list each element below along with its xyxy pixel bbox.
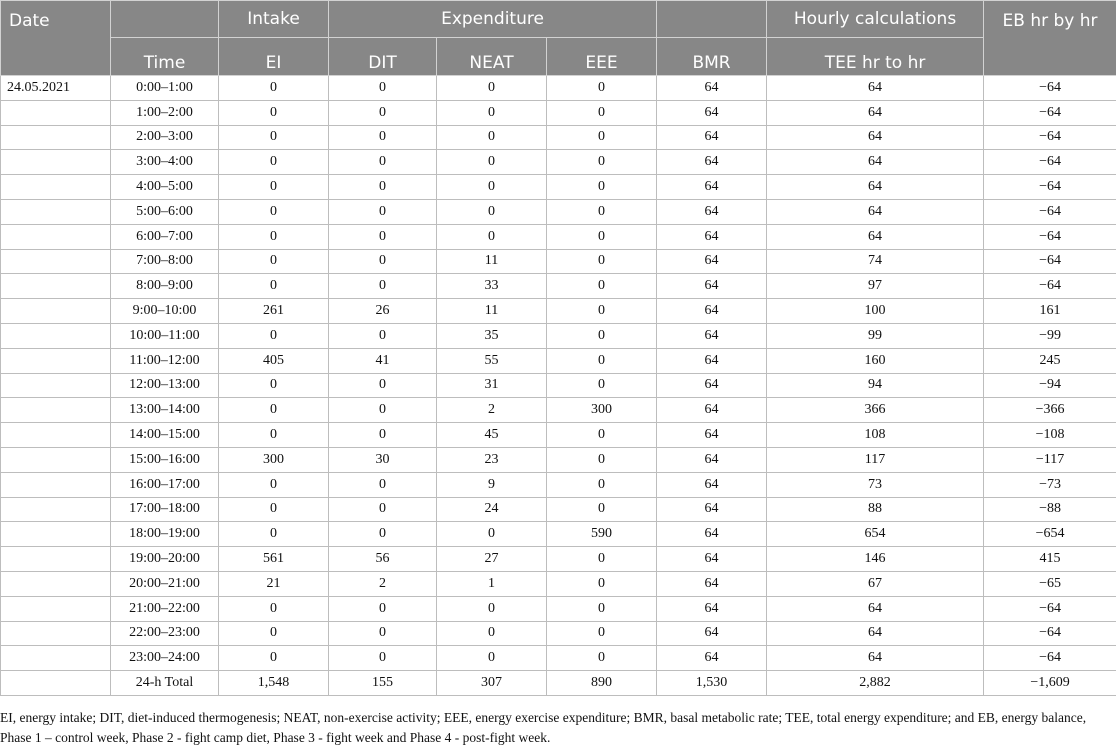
cell-dit: 2 — [329, 571, 437, 596]
cell-neat: 0 — [437, 522, 547, 547]
cell-tee: 73 — [767, 472, 984, 497]
cell-time: 13:00–14:00 — [111, 398, 219, 423]
table-row — [1, 175, 1116, 200]
cell-bmr: 64 — [657, 373, 767, 398]
cell-eb: −117 — [984, 447, 1116, 472]
cell-date: 24.05.2021 — [1, 76, 111, 101]
cell-neat: 0 — [437, 646, 547, 671]
cell-tee: 117 — [767, 447, 984, 472]
cell-eee: 0 — [547, 175, 657, 200]
cell-ei: 0 — [219, 398, 329, 423]
cell-tee: 74 — [767, 249, 984, 274]
cell-ei: 0 — [219, 224, 329, 249]
cell-time: 18:00–19:00 — [111, 522, 219, 547]
cell-bmr: 64 — [657, 472, 767, 497]
cell-neat: 0 — [437, 596, 547, 621]
cell-date — [1, 423, 111, 448]
header-eee: EEE — [547, 38, 657, 76]
cell-tee: 64 — [767, 646, 984, 671]
cell-dit: 0 — [329, 199, 437, 224]
cell-ei: 0 — [219, 423, 329, 448]
cell-dit: 30 — [329, 447, 437, 472]
cell-eb: −1,609 — [984, 671, 1116, 696]
cell-dit: 0 — [329, 100, 437, 125]
cell-eee: 0 — [547, 150, 657, 175]
table-body — [1, 76, 1116, 696]
table-row — [1, 596, 1116, 621]
cell-eb: 245 — [984, 348, 1116, 373]
table-row — [1, 249, 1116, 274]
cell-tee: 100 — [767, 299, 984, 324]
cell-ei: 0 — [219, 522, 329, 547]
cell-tee: 108 — [767, 423, 984, 448]
cell-date — [1, 621, 111, 646]
cell-neat: 0 — [437, 199, 547, 224]
cell-ei: 0 — [219, 497, 329, 522]
cell-eb: −64 — [984, 274, 1116, 299]
cell-eee: 0 — [547, 571, 657, 596]
cell-dit: 0 — [329, 373, 437, 398]
cell-tee: 64 — [767, 100, 984, 125]
cell-eee: 0 — [547, 646, 657, 671]
cell-eee: 0 — [547, 299, 657, 324]
header-hourly-calculations: Hourly calculations — [767, 1, 984, 38]
cell-neat: 27 — [437, 547, 547, 572]
cell-eb: −64 — [984, 646, 1116, 671]
cell-dit: 41 — [329, 348, 437, 373]
header-blank — [657, 1, 767, 38]
cell-time: 20:00–21:00 — [111, 571, 219, 596]
cell-ei: 261 — [219, 299, 329, 324]
cell-dit: 0 — [329, 150, 437, 175]
cell-date — [1, 224, 111, 249]
cell-time: 21:00–22:00 — [111, 596, 219, 621]
cell-time: 23:00–24:00 — [111, 646, 219, 671]
cell-eb: −654 — [984, 522, 1116, 547]
cell-date — [1, 323, 111, 348]
cell-date — [1, 249, 111, 274]
cell-neat: 0 — [437, 76, 547, 101]
cell-bmr: 64 — [657, 299, 767, 324]
cell-time: 17:00–18:00 — [111, 497, 219, 522]
cell-neat: 35 — [437, 323, 547, 348]
cell-tee: 97 — [767, 274, 984, 299]
table-header — [1, 1, 1116, 76]
cell-eb: 161 — [984, 299, 1116, 324]
header-bmr: BMR — [657, 38, 767, 76]
cell-tee: 64 — [767, 125, 984, 150]
cell-ei: 405 — [219, 348, 329, 373]
cell-neat: 55 — [437, 348, 547, 373]
table-row — [1, 323, 1116, 348]
cell-dit: 0 — [329, 646, 437, 671]
cell-ei: 0 — [219, 472, 329, 497]
cell-date — [1, 373, 111, 398]
cell-neat: 0 — [437, 621, 547, 646]
table-row — [1, 571, 1116, 596]
cell-date — [1, 497, 111, 522]
cell-tee: 64 — [767, 175, 984, 200]
cell-ei: 21 — [219, 571, 329, 596]
cell-time: 19:00–20:00 — [111, 547, 219, 572]
cell-time: 12:00–13:00 — [111, 373, 219, 398]
cell-time: 0:00–1:00 — [111, 76, 219, 101]
cell-eb: −94 — [984, 373, 1116, 398]
cell-eb: −108 — [984, 423, 1116, 448]
cell-bmr: 64 — [657, 497, 767, 522]
cell-dit: 0 — [329, 621, 437, 646]
cell-bmr: 64 — [657, 323, 767, 348]
cell-date — [1, 125, 111, 150]
table-row — [1, 447, 1116, 472]
cell-time: 2:00–3:00 — [111, 125, 219, 150]
cell-ei: 0 — [219, 646, 329, 671]
cell-date — [1, 100, 111, 125]
cell-neat: 31 — [437, 373, 547, 398]
cell-ei: 0 — [219, 76, 329, 101]
cell-tee: 64 — [767, 621, 984, 646]
cell-eee: 0 — [547, 249, 657, 274]
cell-time: 9:00–10:00 — [111, 299, 219, 324]
table-row — [1, 76, 1116, 101]
cell-ei: 0 — [219, 323, 329, 348]
cell-eb: −366 — [984, 398, 1116, 423]
cell-neat: 45 — [437, 423, 547, 448]
cell-ei: 300 — [219, 447, 329, 472]
cell-date — [1, 522, 111, 547]
table-row — [1, 621, 1116, 646]
header-date: Date — [1, 1, 111, 76]
cell-time: 15:00–16:00 — [111, 447, 219, 472]
cell-dit: 0 — [329, 497, 437, 522]
cell-dit: 0 — [329, 175, 437, 200]
cell-neat: 11 — [437, 249, 547, 274]
cell-date — [1, 596, 111, 621]
cell-time: 14:00–15:00 — [111, 423, 219, 448]
cell-bmr: 64 — [657, 596, 767, 621]
header-blank — [111, 1, 219, 38]
cell-bmr: 64 — [657, 646, 767, 671]
cell-eb: −64 — [984, 621, 1116, 646]
cell-eb: −88 — [984, 497, 1116, 522]
cell-tee: 94 — [767, 373, 984, 398]
cell-tee: 654 — [767, 522, 984, 547]
cell-time: 5:00–6:00 — [111, 199, 219, 224]
cell-bmr: 64 — [657, 447, 767, 472]
cell-date — [1, 671, 111, 696]
cell-ei: 0 — [219, 199, 329, 224]
cell-eee: 590 — [547, 522, 657, 547]
cell-eb: −65 — [984, 571, 1116, 596]
cell-time: 22:00–23:00 — [111, 621, 219, 646]
cell-tee: 366 — [767, 398, 984, 423]
header-dit: DIT — [329, 38, 437, 76]
cell-time: 16:00–17:00 — [111, 472, 219, 497]
header-intake: Intake — [219, 1, 329, 38]
cell-date — [1, 447, 111, 472]
cell-ei: 0 — [219, 373, 329, 398]
cell-eee: 0 — [547, 447, 657, 472]
table-row — [1, 497, 1116, 522]
cell-date — [1, 398, 111, 423]
cell-time: 3:00–4:00 — [111, 150, 219, 175]
cell-neat: 24 — [437, 497, 547, 522]
cell-bmr: 64 — [657, 522, 767, 547]
cell-eee: 0 — [547, 547, 657, 572]
table-row — [1, 423, 1116, 448]
cell-neat: 0 — [437, 175, 547, 200]
cell-tee: 146 — [767, 547, 984, 572]
cell-bmr: 64 — [657, 571, 767, 596]
cell-dit: 0 — [329, 274, 437, 299]
cell-time: 8:00–9:00 — [111, 274, 219, 299]
cell-date — [1, 348, 111, 373]
cell-eee: 0 — [547, 497, 657, 522]
table-row — [1, 398, 1116, 423]
cell-ei: 0 — [219, 596, 329, 621]
cell-eee: 0 — [547, 76, 657, 101]
cell-eee: 890 — [547, 671, 657, 696]
cell-neat: 23 — [437, 447, 547, 472]
cell-time: 6:00–7:00 — [111, 224, 219, 249]
cell-eee: 0 — [547, 472, 657, 497]
cell-time: 4:00–5:00 — [111, 175, 219, 200]
cell-tee: 2,882 — [767, 671, 984, 696]
header-neat: NEAT — [437, 38, 547, 76]
cell-neat: 307 — [437, 671, 547, 696]
cell-eee: 0 — [547, 100, 657, 125]
cell-bmr: 64 — [657, 348, 767, 373]
cell-ei: 0 — [219, 100, 329, 125]
cell-eb: −64 — [984, 150, 1116, 175]
cell-tee: 67 — [767, 571, 984, 596]
table-row — [1, 348, 1116, 373]
cell-dit: 0 — [329, 398, 437, 423]
cell-tee: 64 — [767, 76, 984, 101]
cell-bmr: 64 — [657, 175, 767, 200]
cell-eee: 0 — [547, 199, 657, 224]
header-expenditure: Expenditure — [329, 1, 657, 38]
cell-bmr: 64 — [657, 423, 767, 448]
cell-date — [1, 571, 111, 596]
cell-date — [1, 175, 111, 200]
cell-date — [1, 472, 111, 497]
cell-bmr: 64 — [657, 398, 767, 423]
cell-bmr: 64 — [657, 125, 767, 150]
cell-date — [1, 274, 111, 299]
cell-eb: −64 — [984, 596, 1116, 621]
cell-neat: 2 — [437, 398, 547, 423]
cell-tee: 88 — [767, 497, 984, 522]
cell-dit: 26 — [329, 299, 437, 324]
cell-dit: 0 — [329, 472, 437, 497]
cell-tee: 64 — [767, 199, 984, 224]
table-row — [1, 150, 1116, 175]
cell-bmr: 64 — [657, 274, 767, 299]
cell-ei: 561 — [219, 547, 329, 572]
cell-dit: 0 — [329, 224, 437, 249]
cell-ei: 1,548 — [219, 671, 329, 696]
cell-neat: 0 — [437, 125, 547, 150]
cell-dit: 0 — [329, 596, 437, 621]
cell-dit: 155 — [329, 671, 437, 696]
cell-bmr: 64 — [657, 249, 767, 274]
cell-eb: −64 — [984, 76, 1116, 101]
table-row — [1, 646, 1116, 671]
cell-tee: 64 — [767, 224, 984, 249]
cell-neat: 9 — [437, 472, 547, 497]
cell-date — [1, 547, 111, 572]
cell-eee: 0 — [547, 224, 657, 249]
cell-dit: 0 — [329, 323, 437, 348]
cell-eb: −64 — [984, 224, 1116, 249]
cell-time: 10:00–11:00 — [111, 323, 219, 348]
cell-ei: 0 — [219, 274, 329, 299]
cell-time: 7:00–8:00 — [111, 249, 219, 274]
cell-time: 11:00–12:00 — [111, 348, 219, 373]
header-tee: TEE hr to hr — [767, 38, 984, 76]
cell-dit: 0 — [329, 125, 437, 150]
cell-ei: 0 — [219, 249, 329, 274]
cell-bmr: 64 — [657, 224, 767, 249]
cell-tee: 160 — [767, 348, 984, 373]
cell-date — [1, 646, 111, 671]
header-ei: EI — [219, 38, 329, 76]
cell-ei: 0 — [219, 125, 329, 150]
cell-date — [1, 299, 111, 324]
cell-dit: 56 — [329, 547, 437, 572]
cell-tee: 64 — [767, 596, 984, 621]
cell-eb: −64 — [984, 125, 1116, 150]
cell-bmr: 64 — [657, 76, 767, 101]
table-row — [1, 547, 1116, 572]
cell-eb: −73 — [984, 472, 1116, 497]
table-row — [1, 373, 1116, 398]
table-row — [1, 199, 1116, 224]
cell-eb: −64 — [984, 249, 1116, 274]
cell-eb: −99 — [984, 323, 1116, 348]
table-row-total — [1, 671, 1116, 696]
cell-bmr: 1,530 — [657, 671, 767, 696]
cell-tee: 99 — [767, 323, 984, 348]
cell-eee: 300 — [547, 398, 657, 423]
cell-eee: 0 — [547, 373, 657, 398]
table-footnote: EI, energy intake; DIT, diet-induced thermogenesis; NEAT, non-exercise activity; EEE, energy exercise expenditure; BMR, basal metabolic rate; TEE, total energy expenditure; and EB, energy balance, Phase 1 – control week, Phase 2 - fight camp diet, Phase 3 - fight week and Phase 4 - post-fight week. — [0, 708, 1112, 748]
cell-date — [1, 199, 111, 224]
cell-bmr: 64 — [657, 547, 767, 572]
cell-eee: 0 — [547, 274, 657, 299]
header-time: Time — [111, 38, 219, 76]
table-row — [1, 224, 1116, 249]
table-row — [1, 100, 1116, 125]
cell-eee: 0 — [547, 125, 657, 150]
cell-eee: 0 — [547, 621, 657, 646]
cell-bmr: 64 — [657, 621, 767, 646]
cell-bmr: 64 — [657, 150, 767, 175]
cell-time: 24-h Total — [111, 671, 219, 696]
cell-eee: 0 — [547, 596, 657, 621]
cell-eb: −64 — [984, 199, 1116, 224]
table-row — [1, 522, 1116, 547]
cell-ei: 0 — [219, 150, 329, 175]
cell-neat: 11 — [437, 299, 547, 324]
table-row — [1, 472, 1116, 497]
cell-neat: 33 — [437, 274, 547, 299]
header-eb-hr-by-hr: EB hr by hr — [984, 1, 1116, 76]
cell-tee: 64 — [767, 150, 984, 175]
cell-eee: 0 — [547, 323, 657, 348]
cell-bmr: 64 — [657, 100, 767, 125]
cell-neat: 1 — [437, 571, 547, 596]
cell-eee: 0 — [547, 423, 657, 448]
table-row — [1, 299, 1116, 324]
table-row — [1, 125, 1116, 150]
cell-bmr: 64 — [657, 199, 767, 224]
cell-dit: 0 — [329, 249, 437, 274]
cell-eb: 415 — [984, 547, 1116, 572]
cell-dit: 0 — [329, 76, 437, 101]
cell-neat: 0 — [437, 150, 547, 175]
cell-neat: 0 — [437, 100, 547, 125]
cell-dit: 0 — [329, 522, 437, 547]
cell-date — [1, 150, 111, 175]
cell-dit: 0 — [329, 423, 437, 448]
cell-eee: 0 — [547, 348, 657, 373]
cell-eb: −64 — [984, 175, 1116, 200]
cell-ei: 0 — [219, 175, 329, 200]
cell-eb: −64 — [984, 100, 1116, 125]
cell-neat: 0 — [437, 224, 547, 249]
cell-time: 1:00–2:00 — [111, 100, 219, 125]
cell-ei: 0 — [219, 621, 329, 646]
table-row — [1, 274, 1116, 299]
